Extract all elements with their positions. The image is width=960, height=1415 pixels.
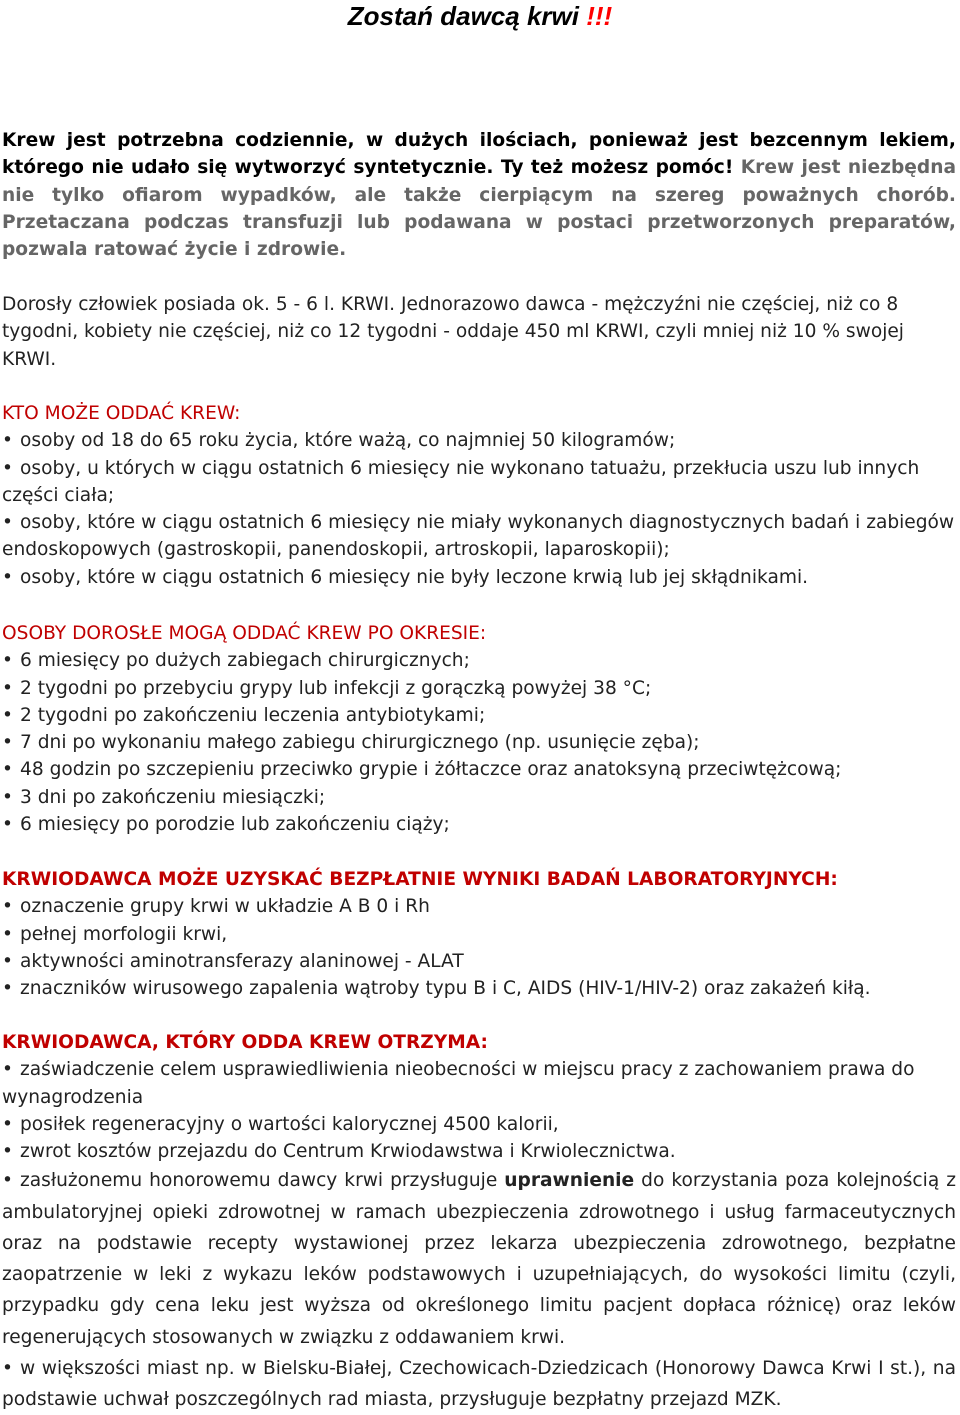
bullet-icon: •: [2, 512, 13, 534]
benefits-section: [2, 1029, 956, 1415]
intro-paragraph-2: Krew jest niezbędna nie tylko ofiarom wypadków, ale także cierpiącym na szereg poważnych chorób. Przetaczana podczas transfuzji lub podawana w postaci przetworzonych preparatów, pozwala ratować życie i zdrowie.: [2, 157, 956, 261]
list-item: • osoby od 18 do 65 roku życia, które ważą, co najmniej 50 kilogramów;: [2, 427, 956, 454]
list-item: • posiłek regeneracyjny o wartości kalorycznej 4500 kalorii,: [2, 1111, 956, 1138]
bullet-icon: •: [2, 759, 13, 781]
bullet-icon: •: [2, 1170, 13, 1192]
who-can-donate-heading: KTO MOŻE ODDAĆ KREW:: [2, 403, 241, 424]
list-item: • 2 tygodni po przebyciu grypy lub infekcji z gorączką powyżej 38 °C;: [2, 675, 956, 702]
bullet-icon: •: [2, 566, 13, 588]
list-item: • 2 tygodni po zakończeniu leczenia antybiotykami;: [2, 702, 956, 729]
bullet-icon: •: [2, 950, 13, 972]
lab-tests-list: [2, 893, 956, 1002]
bullet-icon: •: [2, 786, 13, 808]
bullet-icon: •: [2, 1059, 13, 1081]
page-title: [0, 0, 960, 32]
entitlement-emphasis: uprawnienie: [504, 1170, 635, 1192]
list-item: • oznaczenie grupy krwi w układzie A B 0 i Rh: [2, 893, 956, 920]
bullet-icon: •: [2, 814, 13, 836]
list-item: • 6 miesięcy po porodzie lub zakończeniu ciąży;: [2, 811, 956, 838]
list-item: • pełnej morfologii krwi,: [2, 921, 956, 948]
waiting-period-section: [2, 620, 956, 838]
list-item: • zaświadczenie celem usprawiedliwienia nieobecności w miejscu pracy z zachowaniem prawa do wynagrodzenia: [2, 1056, 956, 1111]
list-item: • w większości miast np. w Bielsku-Białej, Czechowicach-Dziedzicach (Honorowy Dawca Krwi I st.), na podstawie uchwał poszczególnych rad miasta, przysługuje bezpłatny przejazd MZK.: [2, 1353, 956, 1415]
list-item: • aktywności aminotransferazy alaninowej - ALAT: [2, 948, 956, 975]
list-item: • osoby, które w ciągu ostatnich 6 miesięcy nie były leczone krwią lub jej skłądnikami.: [2, 564, 956, 591]
bullet-icon: •: [2, 677, 13, 699]
list-item: • osoby, które w ciągu ostatnich 6 miesięcy nie miały wykonanych diagnostycznych badań i zabiegów endoskopowych (gastroskopii, panendoskopii, artroskopii, laparoskopii);: [2, 509, 956, 564]
intro-paragraph-1: Krew jest potrzebna codziennie, w dużych ilościach, ponieważ jest bezcennym lekiem, którego nie udało się wytworzyć syntetycznie. Ty też możesz pomóc!: [2, 130, 956, 179]
bullet-icon: •: [2, 457, 13, 479]
who-can-donate-list: [2, 427, 956, 591]
bullet-icon: •: [2, 732, 13, 754]
bullet-icon: •: [2, 1141, 13, 1163]
who-can-donate-section: [2, 400, 956, 591]
list-item: • zwrot kosztów przejazdu do Centrum Krwiodawstwa i Krwiolecznictwa.: [2, 1138, 956, 1165]
benefits-heading: KRWIODAWCA, KTÓRY ODDA KREW OTRZYMA:: [2, 1032, 488, 1053]
page-title-text: Zostań dawcą krwi: [347, 1, 587, 31]
waiting-period-heading: OSOBY DOROSŁE MOGĄ ODDAĆ KREW PO OKRESIE:: [2, 623, 487, 644]
list-item: • 3 dni po zakończeniu miesiączki;: [2, 784, 956, 811]
waiting-period-list: [2, 647, 956, 838]
benefits-list: [2, 1056, 956, 1415]
blood-volume-paragraph: Dorosły człowiek posiada ok. 5 - 6 l. KRWI. Jednorazowo dawca - mężczyźni nie częściej, niż co 8 tygodni, kobiety nie częściej, niż co 12 tygodni - oddaje 450 ml KRWI, czyli mniej niż 10 % swojej KRWI.: [2, 294, 904, 370]
list-item: • zasłużonemu honorowemu dawcy krwi przysługuje uprawnienie do korzystania poza kolejnością z ambulatoryjnej opieki zdrowotnej w ramach ubezpieczenia zdrowotnego i usług farmaceutycznych oraz na podstawie recepty wystawionej przez lekarza ubezpieczenia zdrowotnego, bezpłatne zaopatrzenie w leki z wykazu leków podstawowych i uzupełniających, do wysokości limitu (czyli, przypadku gdy cena leku jest wyższa od określonego limitu pacjent dopłaca różnicę) oraz leków regenerujących stosowanych w związku z oddawaniem krwi.: [2, 1165, 956, 1352]
list-item: • znaczników wirusowego zapalenia wątroby typu B i C, AIDS (HIV-1/HIV-2) oraz zakażeń kiłą.: [2, 975, 956, 1002]
bullet-icon: •: [2, 1357, 13, 1379]
list-item: • osoby, u których w ciągu ostatnich 6 miesięcy nie wykonano tatuażu, przekłucia uszu lub innych części ciała;: [2, 455, 956, 510]
list-item: • 7 dni po wykonaniu małego zabiegu chirurgicznego (np. usunięcie zęba);: [2, 729, 956, 756]
bullet-icon: •: [2, 704, 13, 726]
bullet-icon: •: [2, 923, 13, 945]
bullet-icon: •: [2, 1113, 13, 1135]
bullet-icon: •: [2, 978, 13, 1000]
page-title-exclamation: !!!: [586, 1, 613, 31]
list-item: • 48 godzin po szczepieniu przeciwko grypie i żółtaczce oraz anatoksyną przeciwtężcową;: [2, 756, 956, 783]
list-item: • 6 miesięcy po dużych zabiegach chirurgicznych;: [2, 647, 956, 674]
lab-tests-section: [2, 866, 956, 1002]
intro: [2, 127, 956, 263]
bullet-icon: •: [2, 896, 13, 918]
bullet-icon: •: [2, 650, 13, 672]
lab-tests-heading: KRWIODAWCA MOŻE UZYSKAĆ BEZPŁATNIE WYNIKI BADAŃ LABORATORYJNYCH:: [2, 869, 838, 890]
bullet-icon: •: [2, 430, 13, 452]
